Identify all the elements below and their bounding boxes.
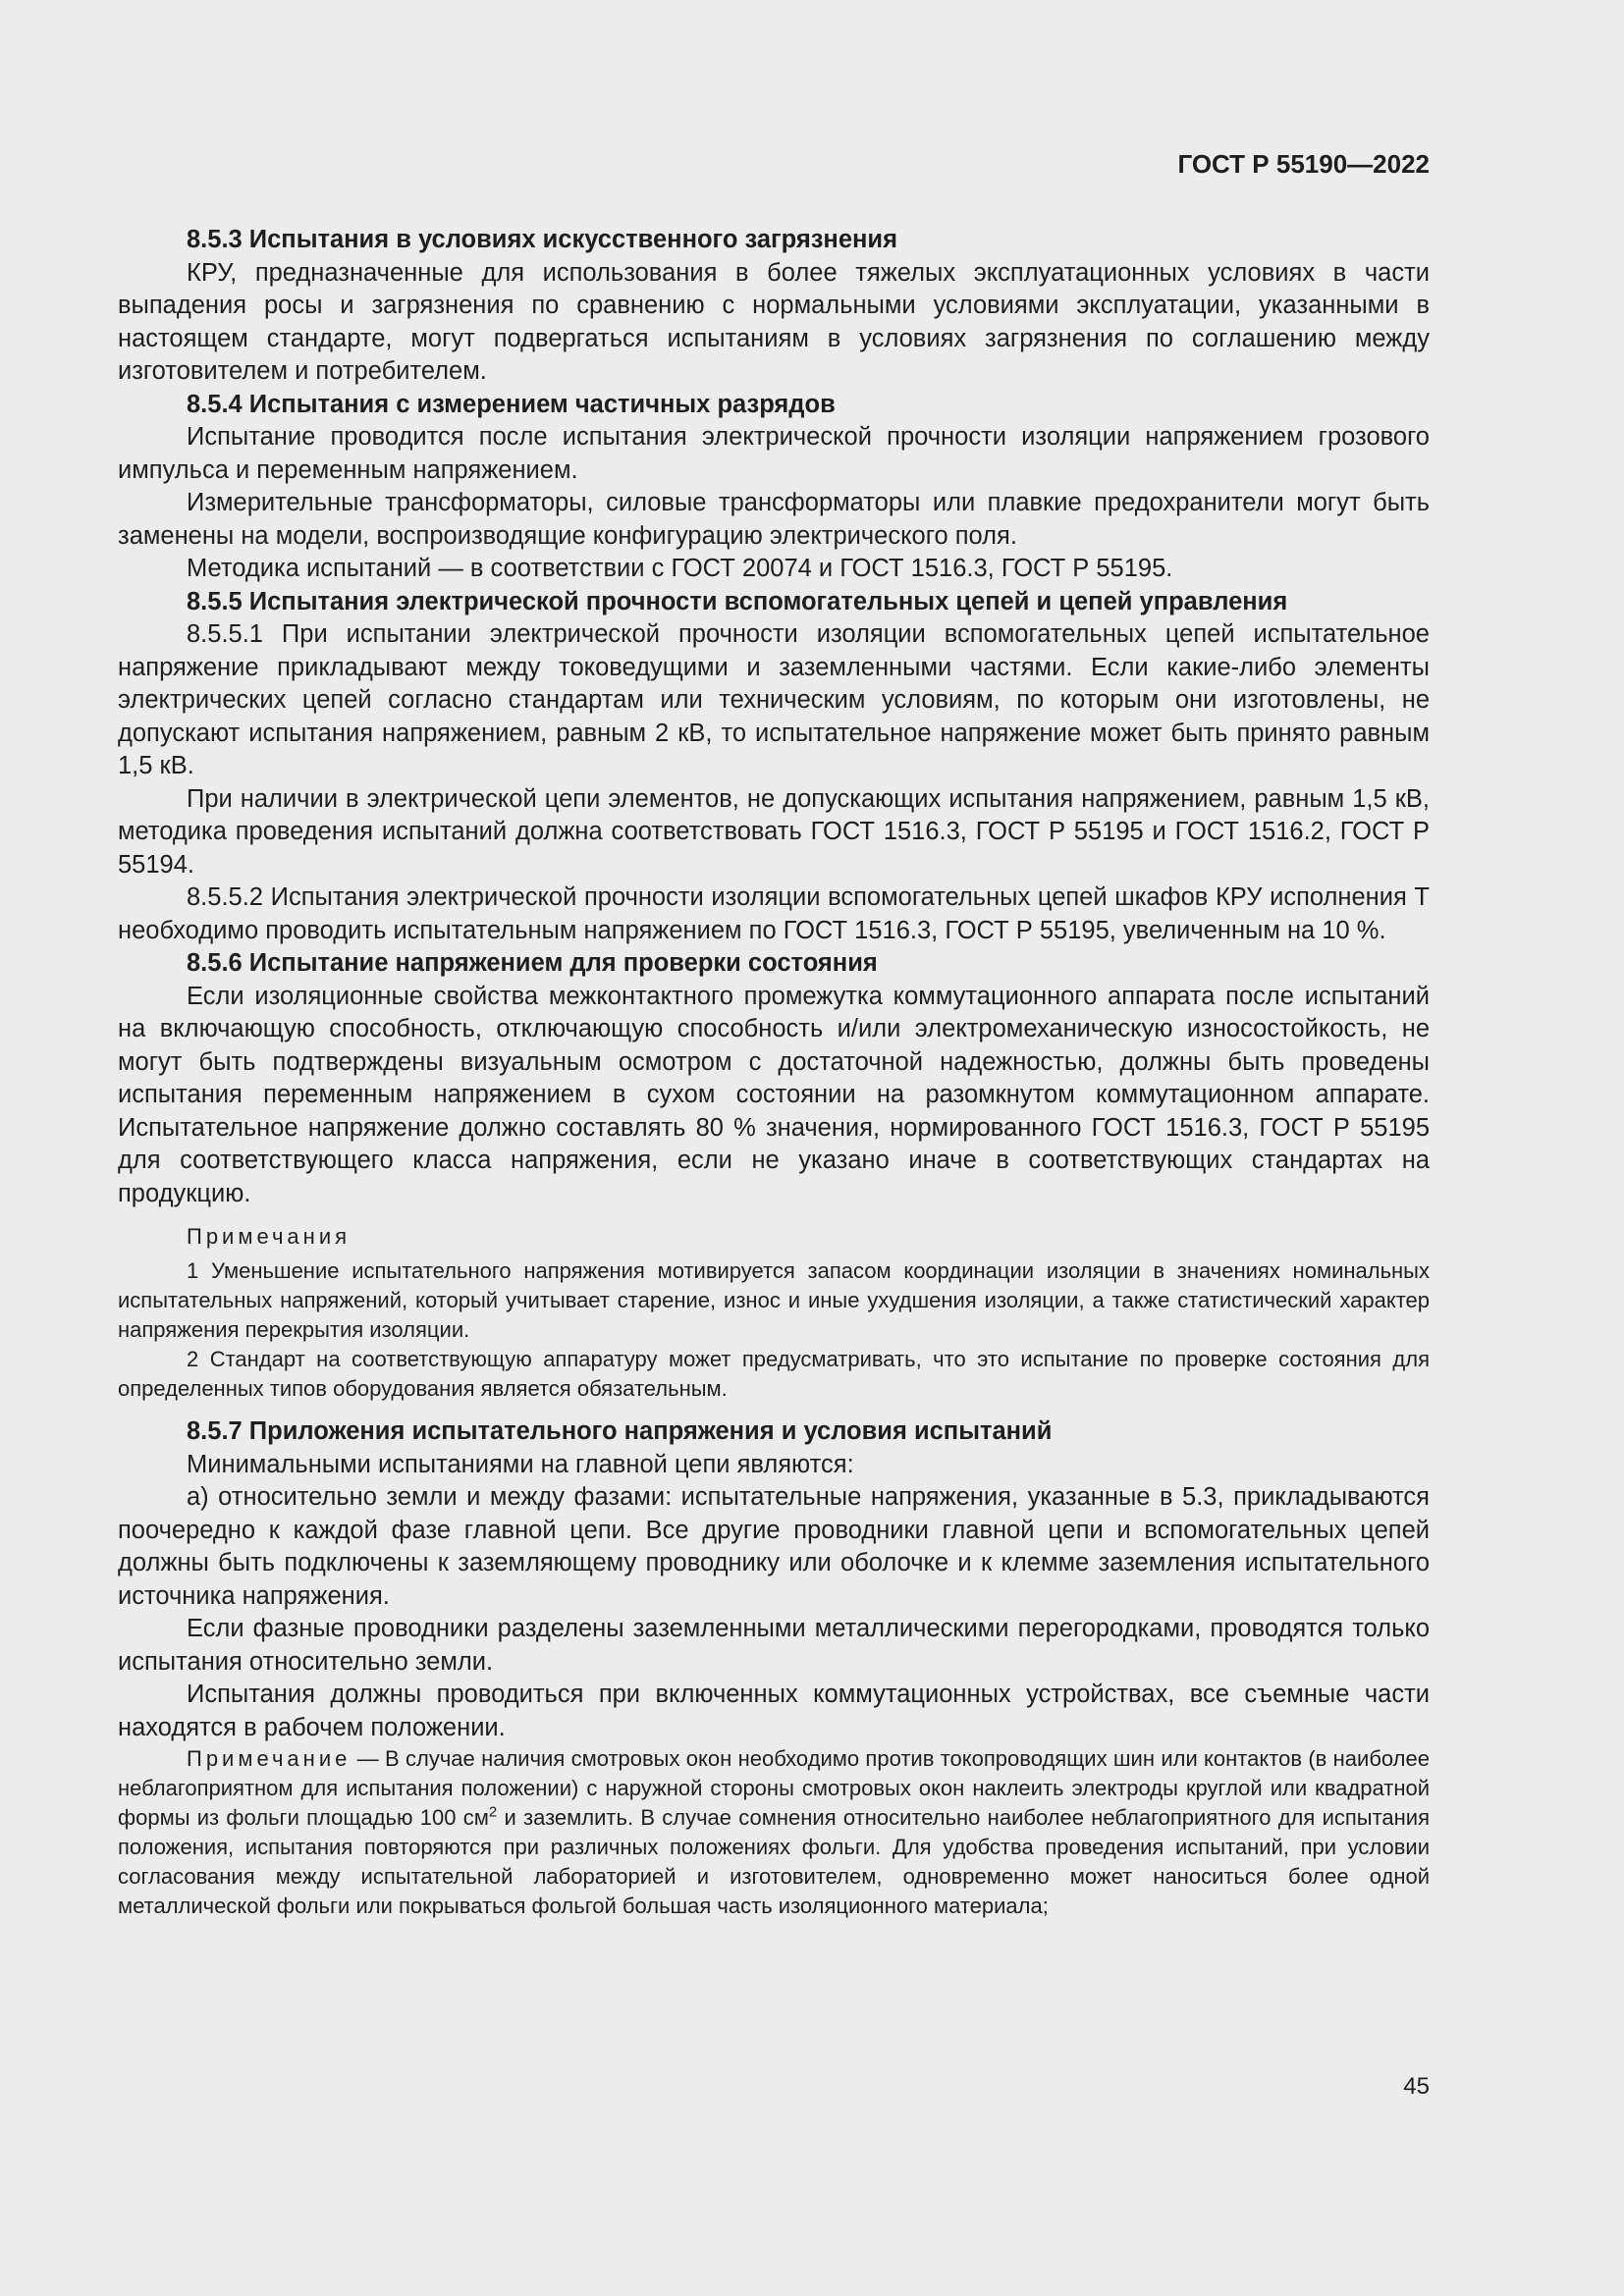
section-8-5-5-heading: 8.5.5 Испытания электрической прочности вспомогательных цепей и цепей управления [187, 587, 1288, 615]
paragraph: Методика испытаний — в соответствии с ГОСТ 20074 и ГОСТ 1516.3, ГОСТ Р 55195. [187, 555, 1173, 582]
paragraph: Минимальными испытаниями на главной цепи являются: [187, 1450, 854, 1478]
note-label: Примечание [187, 1746, 352, 1771]
note-2: 2 Стандарт на соответствующую аппаратуру может предусматривать, что это испытание по проверке состояния для определенных типов оборудования является обязательным. [118, 1347, 1430, 1401]
note-text-part2: и заземлить. В случае сомнения относительно наиболее неблагоприятного для испытания положения, испытания повторяются при различных положениях фольги. Для удобства проведения испытаний, при условии согласования между испытательной лабораторией и изготовителем, одновременно может наноситься более одной металлической фольги или покрываться фольгой большая часть изоляционного материала; [118, 1805, 1431, 1918]
paragraph: Испытание проводится после испытания электрической прочности изоляции напряжением грозового импульса и переменным напряжением. [118, 423, 1430, 484]
paragraph: При наличии в электрической цепи элементов, не допускающих испытания напряжением, равным 1,5 кВ, методика проведения испытаний должна соответствовать ГОСТ 1516.3, ГОСТ Р 55195 и ГОСТ 1516.2, ГОСТ Р 55194. [118, 784, 1430, 879]
paragraph: Испытания должны проводиться при включенных коммутационных устройствах, все съемные части находятся в рабочем положении. [118, 1681, 1430, 1741]
note-text-part1: — В случае наличия смотровых окон необходимо против токопроводящих шин или контактов (в наиболее неблагоприятном для испытания положении) с наружной стороны смотровых окон наклеить электроды круглой или квадратной формы из фольги площадью 100 см [118, 1746, 1430, 1830]
section-8-5-4-heading: 8.5.4 Испытания с измерением частичных разрядов [187, 390, 836, 418]
note-inline [118, 1744, 1430, 1921]
page-number: 45 [1403, 2073, 1430, 2100]
paragraph: 8.5.5.1 При испытании электрической прочности изоляции вспомогательных цепей испытательное напряжение прикладывают между токоведущими и заземленными частями. Если какие-либо элементы электрических цепей согласно стандартам или техническим условиям, по которым они изготовлены, не допускают испытания напряжением, равным 2 кВ, то испытательное напряжение может быть принято равным 1,5 кВ. [118, 620, 1430, 779]
superscript: 2 [488, 1803, 498, 1821]
section-8-5-3-heading: 8.5.3 Испытания в условиях искусственного загрязнения [187, 226, 897, 253]
paragraph: Измерительные трансформаторы, силовые трансформаторы или плавкие предохранители могут быть заменены на модели, воспроизводящие конфигурацию электрического поля. [118, 489, 1430, 550]
paragraph: Если изоляционные свойства межконтактного промежутка коммутационного аппарата после испытаний на включающую способность, отключающую способность и/или электромеханическую износостойкость, не могут быть подтверждены визуальным осмотром с достаточной надежностью, должны быть проведены испытания переменным напряжением в сухом состоянии на разомкнутом коммутационном аппарате. Испытательное напряжение должно составлять 80 % значения, нормированного ГОСТ 1516.3, ГОСТ Р 55195 для соответствующего класса напряжения, если не указано иначе в соответствующих стандартах на продукцию. [118, 982, 1430, 1207]
list-item-a: а) относительно земли и между фазами: испытательные напряжения, указанные в 5.3, прикладываются поочередно к каждой фазе главной цепи. Все другие проводники главной цепи и вспомогательных цепей должны быть подключены к заземляющему проводнику или оболочке и к клемме заземления испытательного источника напряжения. [118, 1483, 1430, 1610]
section-8-5-7-heading: 8.5.7 Приложения испытательного напряжения и условия испытаний [187, 1417, 1053, 1445]
page-body [118, 224, 1430, 1921]
document-id: ГОСТ Р 55190—2022 [1177, 149, 1430, 179]
paragraph: Если фазные проводники разделены заземленными металлическими перегородками, проводятся только испытания относительно земли. [118, 1615, 1430, 1676]
paragraph: 8.5.5.2 Испытания электрической прочности изоляции вспомогательных цепей шкафов КРУ исполнения Т необходимо проводить испытательным напряжением по ГОСТ 1516.3, ГОСТ Р 55195, увеличенным на 10 %. [118, 883, 1430, 944]
paragraph: КРУ, предназначенные для использования в более тяжелых эксплуатационных условиях в части выпадения росы и загрязнения по сравнению с нормальными условиями эксплуатации, указанными в настоящем стандарте, могут подвергаться испытаниям в условиях загрязнения по соглашению между изготовителем и потребителем. [118, 258, 1430, 385]
notes-heading: Примечания [187, 1224, 352, 1249]
note-1: 1 Уменьшение испытательного напряжения мотивируется запасом координации изоляции в значениях номинальных испытательных напряжений, который учитывает старение, износ и иные ухудшения изоляции, а также статистический характер напряжения перекрытия изоляции. [118, 1258, 1430, 1342]
section-8-5-6-heading: 8.5.6 Испытание напряжением для проверки состояния [187, 949, 878, 977]
